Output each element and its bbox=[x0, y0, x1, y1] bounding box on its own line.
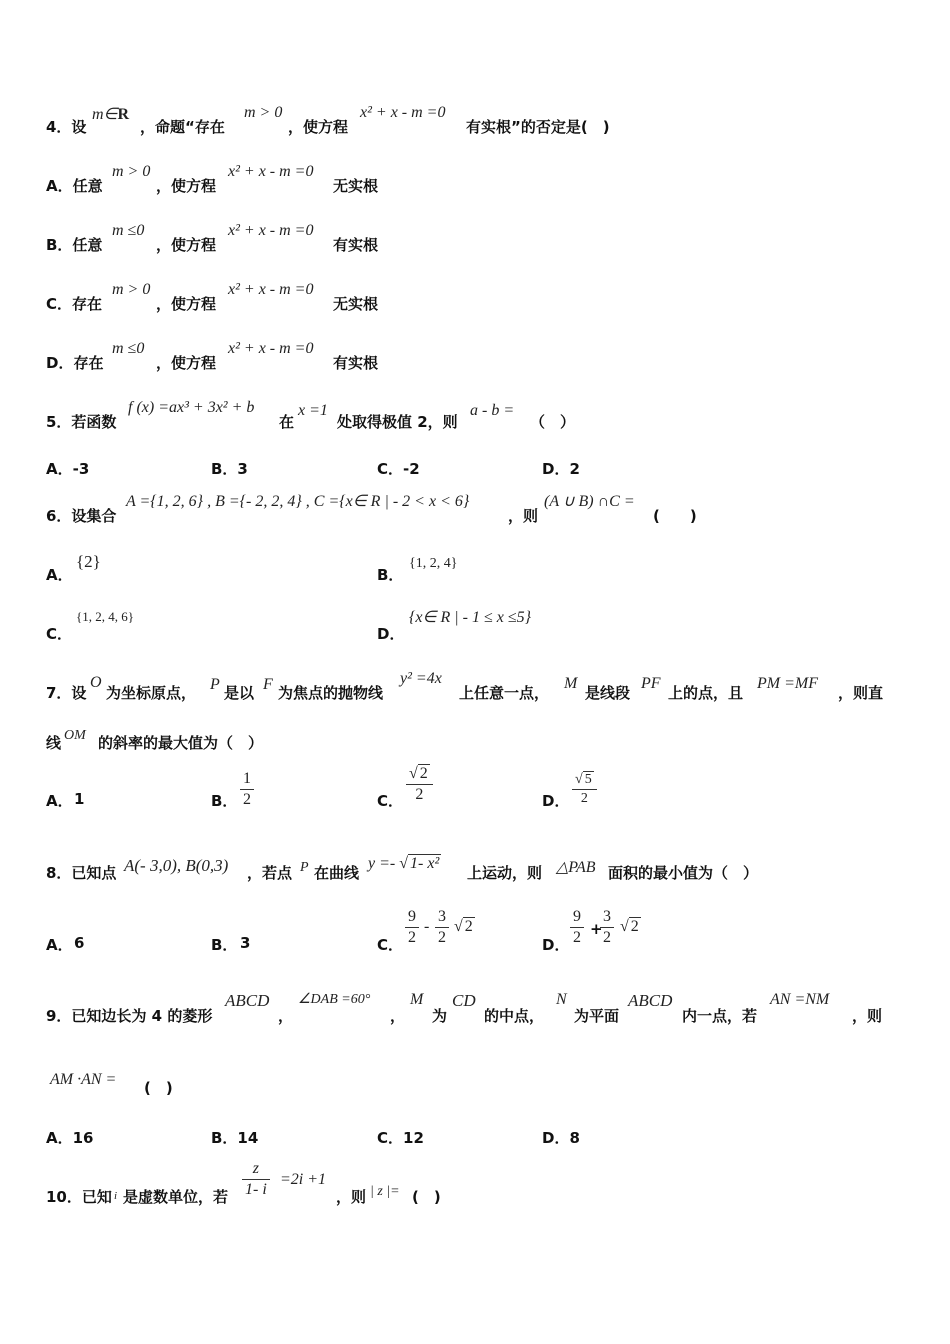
q5-function: f (x) =ax³ + 3x² + b bbox=[128, 399, 255, 416]
q4-m-in: m∈R bbox=[92, 106, 130, 123]
q4-number: 4．设 bbox=[46, 118, 87, 136]
q4-text-1: ，命题“存在 bbox=[140, 118, 225, 136]
q6-sets: A ={1, 2, 6} , B ={- 2, 2, 4} , C ={x∈ R | - 2 < x < 6} bbox=[126, 493, 470, 510]
q7-option-d-fraction: √ 5 2 bbox=[572, 772, 597, 807]
q7-option-b-fraction: 1 2 bbox=[240, 770, 254, 809]
q4-text-3: 有实根”的否定是( ) bbox=[466, 118, 610, 136]
q4-text-2: ，使方程 bbox=[288, 118, 349, 136]
q8-curve: y =- √ 1- x² bbox=[368, 855, 440, 872]
q10-fraction: z 1- i bbox=[242, 1160, 270, 1199]
q4-equation: x² + x - m =0 bbox=[360, 104, 446, 121]
q7-option-c-fraction: √ 2 2 bbox=[406, 765, 433, 804]
q4-m-gt-0: m > 0 bbox=[244, 104, 283, 121]
